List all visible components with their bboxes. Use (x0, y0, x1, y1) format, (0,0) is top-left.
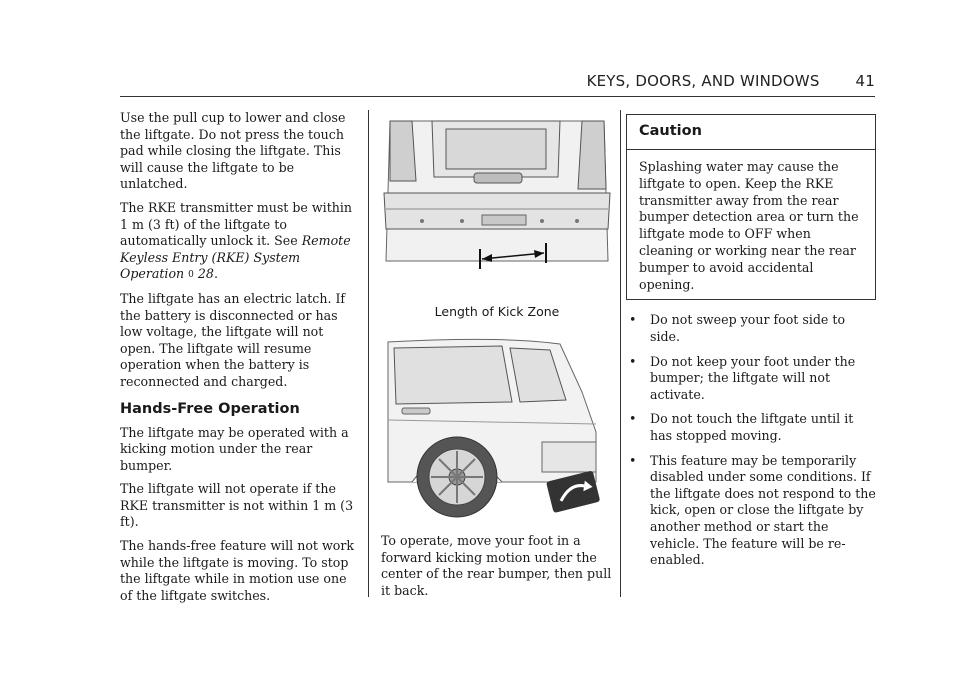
bullet-icon: • (629, 353, 637, 369)
column-middle (381, 110, 613, 606)
column-left (120, 110, 360, 611)
column-right (626, 114, 876, 577)
paragraph-text: The RKE transmitter must be within 1 m (3 ft) of the liftgate to automatically unlock it. See (120, 199, 353, 249)
paragraph: The liftgate will not operate if the RKE transmitter is not within 1 m (3 ft). (120, 481, 354, 530)
caution-title: Caution (627, 115, 875, 150)
column-divider (368, 110, 369, 597)
page-header (120, 72, 875, 97)
list-item-text: This feature may be temporarily disabled under some conditions. If the liftgate does not respond to the kick, open or close the liftgate by another method or start the vehicle. The feature will be re-enabled. (650, 452, 876, 568)
caution-box (626, 114, 876, 300)
paragraph: The hands-free feature will not work while the liftgate is moving. To stop the liftgate while in motion use one of the liftgate switches. (120, 538, 354, 603)
list-item (626, 354, 876, 404)
kick-zone-figure (381, 110, 613, 290)
list-item (626, 453, 876, 569)
bullet-icon: • (629, 411, 637, 427)
caution-body (627, 150, 875, 299)
section-heading: Hands-Free Operation (120, 400, 300, 417)
list-item (626, 312, 876, 345)
cross-reference-link[interactable]: Remote Keyless Entry (RKE) System Operation (120, 233, 351, 282)
paragraph: Use the pull cup to lower and close the liftgate. Do not press the touch pad while closing the liftgate. This will cause the liftgate to be unlatched. (120, 110, 346, 192)
paragraph: The liftgate has an electric latch. If the battery is disconnected or has low voltage, the liftgate will not open. The liftgate will resume operation when the battery is reconnected and charged. (120, 290, 346, 389)
list-item-text: Do not sweep your foot side to side. (650, 312, 846, 344)
paragraph (120, 200, 360, 284)
list-item-text: Do not touch the liftgate until it has stopped moving. (650, 411, 854, 443)
page-number: 41 (855, 72, 875, 90)
list-item-text: Do not keep your foot under the bumper; the liftgate will not activate. (650, 353, 856, 402)
paragraph-end: . (213, 266, 218, 282)
paragraph: The liftgate may be operated with a kicking motion under the rear bumper. (120, 424, 349, 473)
kick-motion-figure (381, 331, 613, 523)
page-ref-number[interactable]: 28 (197, 266, 214, 282)
bullet-icon: • (629, 452, 637, 468)
bullet-icon: • (629, 312, 637, 328)
caution-text: Splashing water may cause the liftgate to open. Keep the RKE transmitter away from the rear bumper detection area or turn the liftgate mode to OFF when cleaning or working near the rear bumper to avoid accidental opening. (639, 159, 859, 292)
page-ref-icon: 0 (188, 270, 194, 281)
section-title: KEYS, DOORS, AND WINDOWS (586, 72, 820, 90)
list-item (626, 411, 876, 444)
figure-caption: Length of Kick Zone (434, 304, 560, 319)
paragraph: To operate, move your foot in a forward kicking motion under the center of the rear bumper, then pull it back. (381, 533, 612, 598)
bullet-list (626, 312, 876, 568)
column-divider (620, 110, 621, 597)
